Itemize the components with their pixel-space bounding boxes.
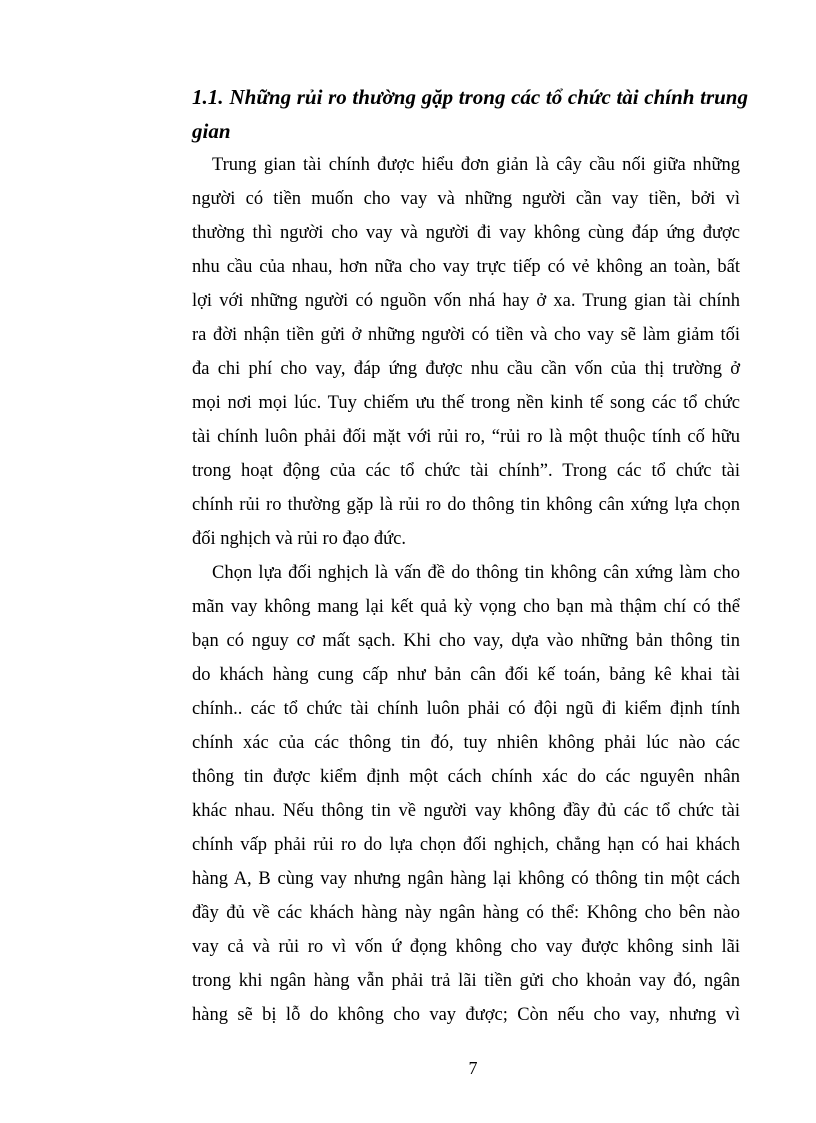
paragraph-line: khác nhau. Nếu thông tin về người vay không đầy đủ các tổ chức tài <box>192 801 740 821</box>
paragraph-line: Trung gian tài chính được hiểu đơn giản là cây cầu nối giữa những <box>212 155 740 175</box>
paragraph-line: trong hoạt động của các tổ chức tài chính”. Trong các tổ chức tài <box>192 461 740 481</box>
paragraph-line: hàng sẽ bị lỗ do không cho vay được; Còn nếu cho vay, nhưng vì <box>192 1005 740 1025</box>
page-number: 7 <box>468 1058 478 1078</box>
paragraph-line: bạn có nguy cơ mất sạch. Khi cho vay, dựa vào những bản thông tin <box>192 631 740 651</box>
paragraph-line: đa chi phí cho vay, đáp ứng được nhu cầu cần vốn của thị trường ở <box>192 359 740 379</box>
paragraph-line: hàng A, B cùng vay nhưng ngân hàng lại không có thông tin một cách <box>192 869 740 889</box>
paragraph-line: tài chính luôn phải đối mặt với rủi ro, “rủi ro là một thuộc tính cố hữu <box>192 427 740 447</box>
paragraph-line: chính xác của các thông tin đó, tuy nhiên không phải lúc nào các <box>192 733 740 753</box>
paragraph-line: mọi nơi mọi lúc. Tuy chiếm ưu thế trong nền kinh tế song các tổ chức <box>192 393 740 413</box>
section-heading <box>192 80 748 148</box>
paragraph-line: đối nghịch và rủi ro đạo đức. <box>192 529 406 549</box>
paragraph-line: nhu cầu của nhau, hơn nữa cho vay trực tiếp có vẻ không an toàn, bất <box>192 257 740 277</box>
paragraph-line: lợi với những người có nguồn vốn nhá hay ở xa. Trung gian tài chính <box>192 291 740 311</box>
paragraph-line: do khách hàng cung cấp như bản cân đối kế toán, bảng kê khai tài <box>192 665 740 685</box>
paragraph-line: người có tiền muốn cho vay và những người cần vay tiền, bởi vì <box>192 189 740 209</box>
paragraph-line: thường thì người cho vay và người đi vay không cùng đáp ứng được <box>192 223 740 243</box>
paragraph-line: đầy đủ về các khách hàng này ngân hàng có thể: Không cho bên nào <box>192 903 740 923</box>
paragraph-line: chính rủi ro thường gặp là rủi ro do thông tin không cân xứng lựa chọn <box>192 495 740 515</box>
paragraph-line: vay cả và rủi ro vì vốn ứ đọng không cho vay được không sinh lãi <box>192 937 740 957</box>
paragraph-line: chính.. các tổ chức tài chính luôn phải có đội ngũ đi kiểm định tính <box>192 699 740 719</box>
paragraph-line: chính vấp phải rủi ro do lựa chọn đối nghịch, chẳng hạn có hai khách <box>192 835 740 855</box>
paragraph-line: Chọn lựa đối nghịch là vấn đề do thông tin không cân xứng làm cho <box>212 563 740 583</box>
paragraph-line: mãn vay không mang lại kết quả kỳ vọng cho bạn mà thậm chí có thể <box>192 597 740 617</box>
section-title: Những rủi ro thường gặp trong các tổ chức tài chính trung gian <box>192 85 748 143</box>
paragraph-line: trong khi ngân hàng vẫn phải trả lãi tiền gửi cho khoản vay đó, ngân <box>192 971 740 991</box>
paragraph-line: ra đời nhận tiền gửi ở những người có tiền và cho vay sẽ làm giảm tối <box>192 325 740 345</box>
section-number: 1.1. <box>192 85 224 109</box>
paragraph-line: thông tin được kiểm định một cách chính xác do các nguyên nhân <box>192 767 740 787</box>
